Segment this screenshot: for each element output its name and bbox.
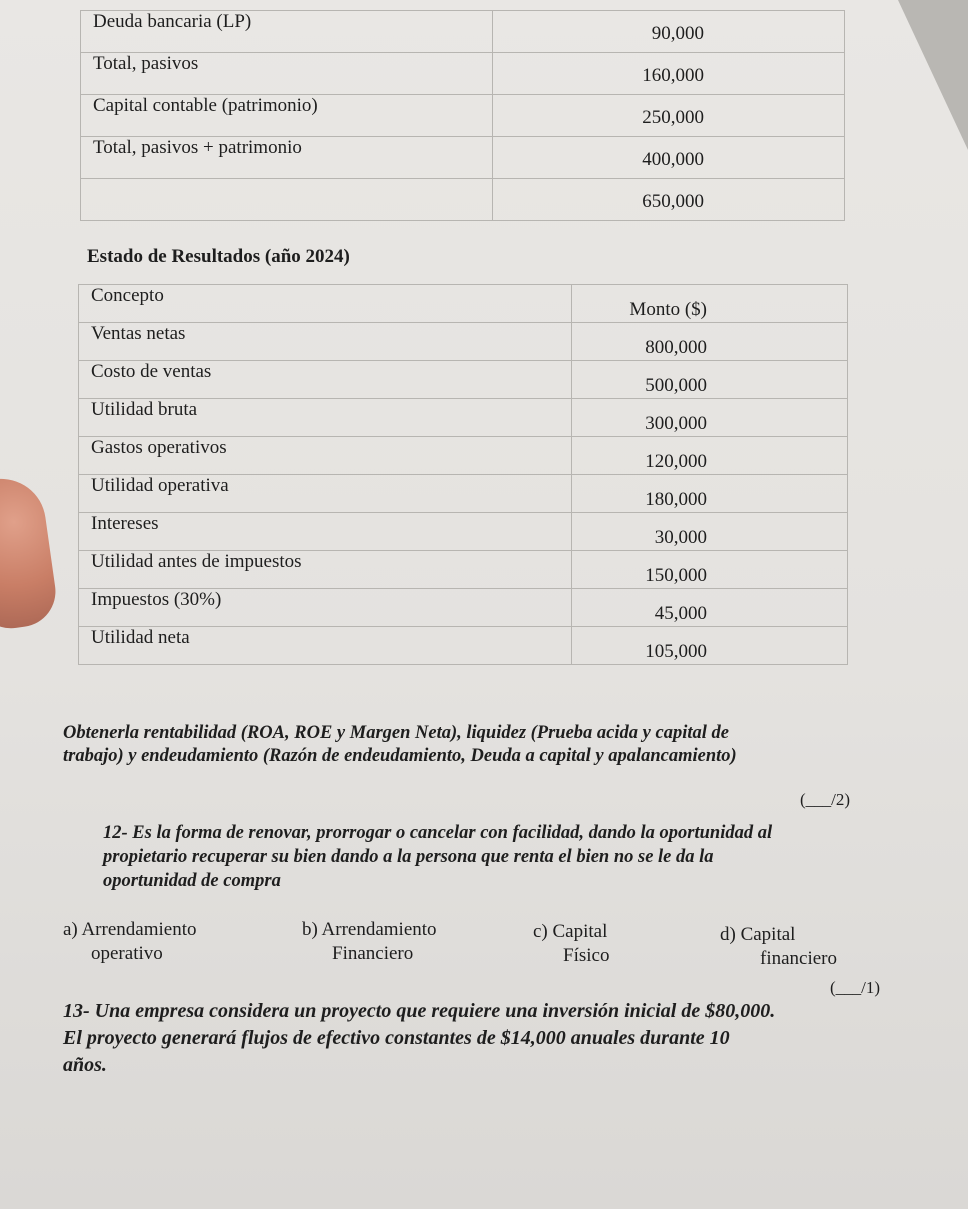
amount-cell: 180,000 bbox=[572, 475, 848, 513]
concept-cell bbox=[81, 179, 493, 221]
option-text: c) Capital bbox=[533, 921, 608, 942]
background-corner bbox=[898, 0, 968, 150]
concept-cell: Utilidad neta bbox=[79, 627, 572, 665]
concept-cell: Ventas netas bbox=[79, 323, 572, 361]
table-header-row bbox=[79, 285, 848, 323]
concept-cell: Utilidad bruta bbox=[79, 399, 572, 437]
amount-cell: 30,000 bbox=[572, 513, 848, 551]
income-statement-table bbox=[78, 284, 848, 665]
concept-cell: Utilidad antes de impuestos bbox=[79, 551, 572, 589]
income-statement-title: Estado de Resultados (año 2024) bbox=[87, 246, 350, 267]
q12-score: (___/2) bbox=[800, 790, 851, 809]
q12-line-3: oportunidad de compra bbox=[103, 871, 281, 891]
q12-option-a[interactable] bbox=[63, 918, 196, 966]
concept-header: Concepto bbox=[79, 285, 572, 323]
option-text: financiero bbox=[760, 948, 838, 969]
concept-cell: Intereses bbox=[79, 513, 572, 551]
concept-cell: Total, pasivos bbox=[81, 53, 493, 95]
concept-cell: Deuda bancaria (LP) bbox=[81, 11, 493, 53]
q13-line-1: 13- Una empresa considera un proyecto que requiere una inversión inicial de $80,000. bbox=[63, 1000, 776, 1022]
q12-line-2: propietario recuperar su bien dando a la persona que renta el bien no se le da la bbox=[103, 847, 714, 867]
table-row bbox=[81, 11, 845, 53]
amount-cell: 300,000 bbox=[572, 399, 848, 437]
q12-option-c[interactable] bbox=[533, 920, 609, 968]
table-row bbox=[81, 179, 845, 221]
table-row bbox=[79, 323, 848, 361]
q13-score: (___/1) bbox=[830, 978, 881, 997]
option-text: d) Capital bbox=[720, 924, 796, 945]
q13-line-3: años. bbox=[63, 1054, 107, 1076]
table-row bbox=[79, 475, 848, 513]
concept-cell: Total, pasivos + patrimonio bbox=[81, 137, 493, 179]
option-text: b) Arrendamiento bbox=[302, 919, 437, 940]
amount-cell: 160,000 bbox=[493, 53, 845, 95]
table-row bbox=[79, 513, 848, 551]
option-text: a) Arrendamiento bbox=[63, 919, 197, 940]
table-row bbox=[79, 399, 848, 437]
amount-cell: 400,000 bbox=[493, 137, 845, 179]
concept-cell: Impuestos (30%) bbox=[79, 589, 572, 627]
instruction-line-2: trabajo) y endeudamiento (Razón de endeudamiento, Deuda a capital y apalancamiento) bbox=[63, 746, 737, 766]
balance-sheet-table bbox=[80, 10, 845, 221]
table-row bbox=[81, 95, 845, 137]
q12-option-d[interactable] bbox=[720, 923, 837, 971]
option-text: Físico bbox=[563, 945, 610, 966]
amount-cell: 120,000 bbox=[572, 437, 848, 475]
instruction-line-1: Obtenerla rentabilidad (ROA, ROE y Margen Neta), liquidez (Prueba acida y capital de bbox=[63, 723, 729, 743]
amount-cell: 90,000 bbox=[493, 11, 845, 53]
table-row bbox=[81, 137, 845, 179]
amount-cell: 650,000 bbox=[493, 179, 845, 221]
table-row bbox=[79, 551, 848, 589]
q12-line-1: 12- Es la forma de renovar, prorrogar o cancelar con facilidad, dando la oportunidad al bbox=[103, 823, 773, 843]
table-row bbox=[79, 589, 848, 627]
table-row bbox=[79, 627, 848, 665]
amount-cell: 250,000 bbox=[493, 95, 845, 137]
amount-cell: 150,000 bbox=[572, 551, 848, 589]
amount-cell: 45,000 bbox=[572, 589, 848, 627]
q12-option-b[interactable] bbox=[302, 918, 437, 966]
amount-cell: 105,000 bbox=[572, 627, 848, 665]
table-row bbox=[79, 361, 848, 399]
option-text: operativo bbox=[91, 943, 163, 964]
concept-cell: Utilidad operativa bbox=[79, 475, 572, 513]
amount-header: Monto ($) bbox=[572, 285, 848, 323]
option-text: Financiero bbox=[332, 943, 414, 964]
amount-cell: 500,000 bbox=[572, 361, 848, 399]
concept-cell: Gastos operativos bbox=[79, 437, 572, 475]
q13-line-2: El proyecto generará flujos de efectivo constantes de $14,000 anuales durante 10 bbox=[63, 1027, 730, 1049]
concept-cell: Costo de ventas bbox=[79, 361, 572, 399]
table-row bbox=[79, 437, 848, 475]
concept-cell: Capital contable (patrimonio) bbox=[81, 95, 493, 137]
table-row bbox=[81, 53, 845, 95]
amount-cell: 800,000 bbox=[572, 323, 848, 361]
